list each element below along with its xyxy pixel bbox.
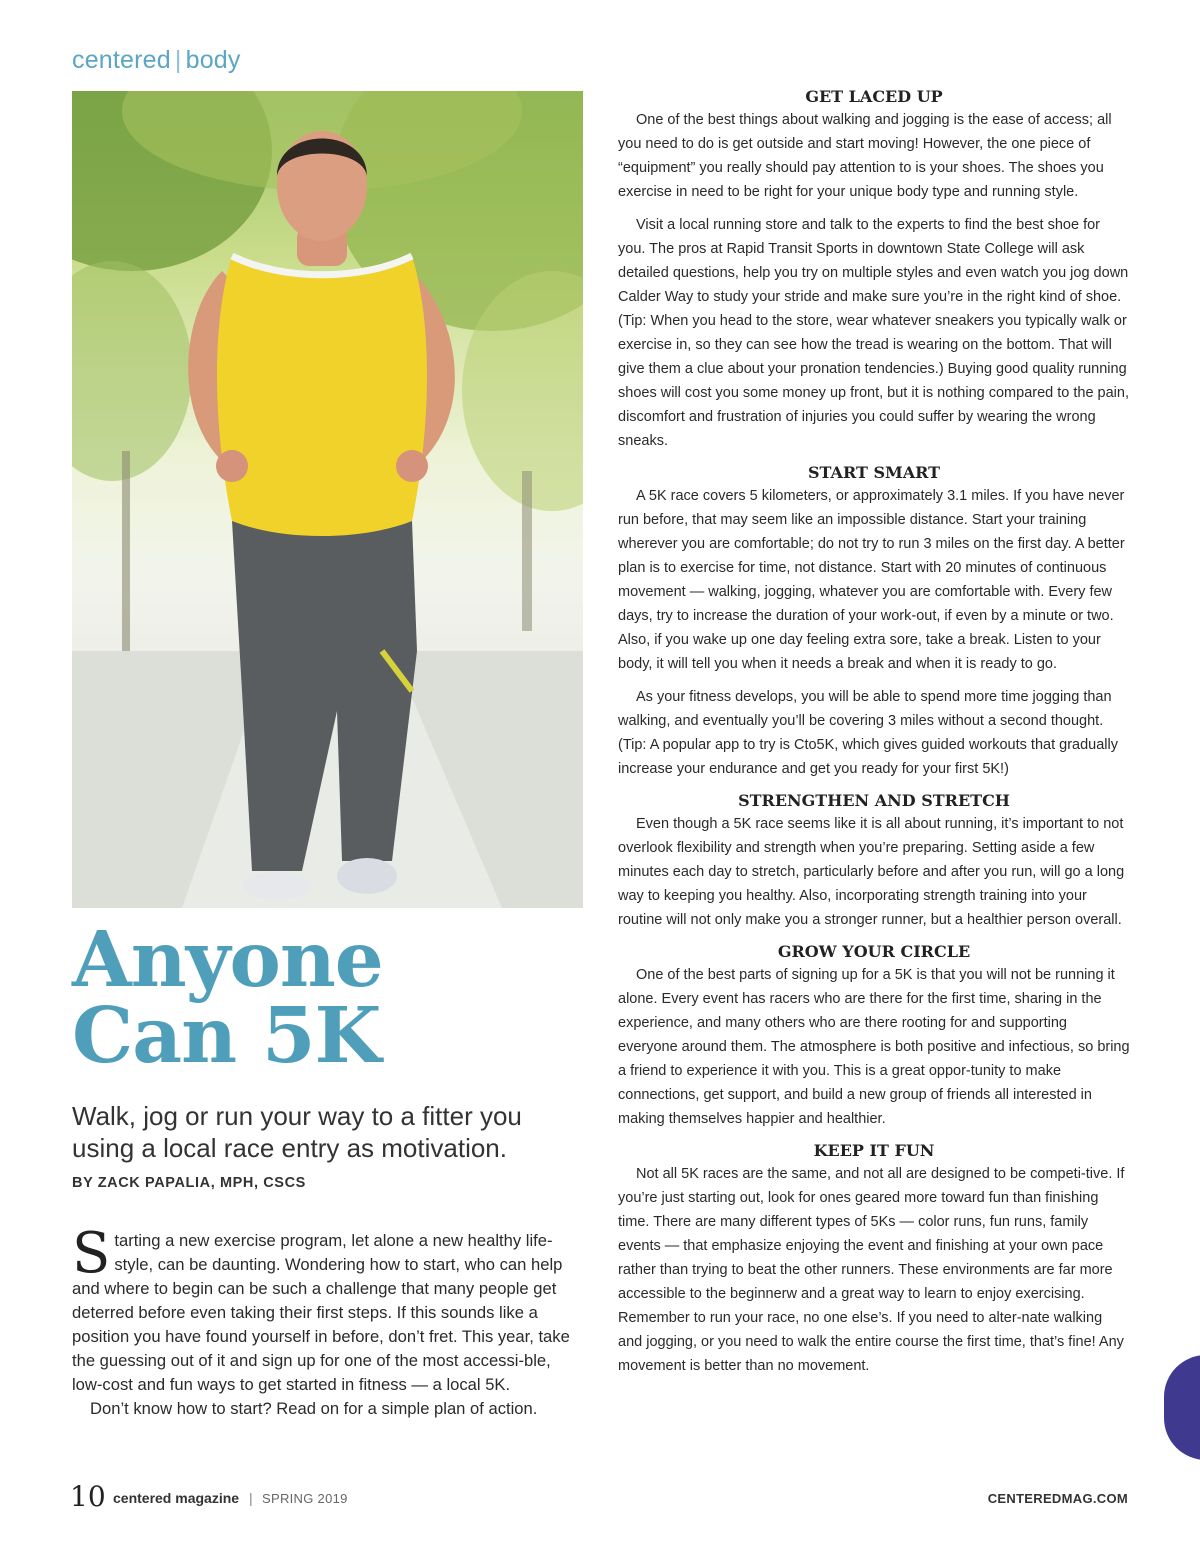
section-heading-grow-your-circle: GROW YOUR CIRCLE (777, 942, 971, 961)
section-name: centered (72, 46, 171, 74)
body-paragraph: A 5K race covers 5 kilometers, or approximately 3.1 miles. If you have never run before, that may seem like an impossible distance. Start your training wherever you are comfortable; do not try to run 3 miles on the first day. A better plan is to exercise for time, not distance. Start with 20 minutes of continuous movement — walking, jogging, whatever you are comfortable with. Every few days, try to increase the duration of your work-out, if even by a minute or two. Also, if you wake up one day feeling extra sore, take a break. Listen to your body, it will tell you when it needs a break and when it is ready to go. (618, 488, 1125, 672)
drop-cap: S (72, 1221, 111, 1286)
section-heading-get-laced-up: GET LACED UP (805, 87, 943, 106)
section-separator: | (174, 46, 182, 74)
page-number: 10 (70, 1480, 106, 1513)
section-heading-keep-it-fun: KEEP IT FUN (813, 1141, 935, 1160)
body-paragraph: One of the best parts of signing up for a 5K is that you will not be running it alone. Every event has racers who are there for the first time, sharing in the experience, and many others who are there rooting for and supporting everyone around them. The atmosphere is both positive and infectious, so bring a friend to experience it with you. This is a great oppor-tunity to make connections, get support, and build a new group of friends all interested in making themselves happier and healthier. (618, 967, 1130, 1127)
article-deck (72, 1100, 592, 1164)
issue-date: SPRING 2019 (262, 1491, 348, 1506)
deck-line-1: Walk, jog or run your way to a fitter you (72, 1101, 522, 1131)
byline: BY ZACK PAPALIA, MPH, CSCS (72, 1175, 306, 1191)
article-body-column (618, 86, 1130, 1384)
headline-line-1: Anyone (72, 915, 383, 1005)
footer-divider: | (249, 1490, 253, 1506)
intro-text-1: tarting a new exercise program, let alone a new healthy life-style, can be daunting. Wondering how to start, who can help and where to begin can be such a challenge that many people get deterred before even taking their first steps. If this sounds like a position you have found yourself in before, don’t fret. This year, take the guessing out of it and sign up for one of the most accessi-ble, low-cost and fun ways to get started in fitness — a local 5K. (72, 1231, 570, 1394)
body-paragraph: One of the best things about walking and jogging is the ease of access; all you need to do is get outside and start moving! However, the one piece of “equipment” you really should pay attention to is your shoes. The shoes you exercise in need to be right for your unique body type and running style. (618, 112, 1112, 200)
magazine-name: centered magazine (113, 1490, 240, 1506)
body-paragraph: Not all 5K races are the same, and not all are designed to be competi-tive. If you’re just starting out, look for ones geared more toward fun than finishing time. There are many different types of 5Ks — color runs, fun runs, family events — that emphasize enjoying the event and finishing at your own pace rather than trying to beat the other runners. These environments are far more accessible to the beginnerw and a great way to learn to enjoy exercising. Remember to run your race, no one else’s. If you need to alter-nate walking and jogging, or you need to walk the entire course the first time, that’s fine! Any movement is better than no movement. (618, 1166, 1125, 1374)
section-heading-strengthen-and-stretch: STRENGTHEN AND STRETCH (738, 791, 1010, 810)
article-intro (72, 1221, 584, 1421)
deck-line-2: using a local race entry as motivation. (72, 1133, 507, 1163)
page-edge-tab (1164, 1355, 1200, 1460)
article-headline (72, 915, 592, 1081)
section-label (72, 46, 241, 75)
section-heading-start-smart: START SMART (807, 463, 941, 482)
runner-illustration (72, 91, 583, 908)
body-paragraph: Even though a 5K race seems like it is all about running, it’s important to not overlook flexibility and strength when you’re preparing. Setting aside a few minutes each day to stretch, particularly before and after you run, will go a long way to keeping you healthy. Also, incorporating strength training into your routine will not only make you a stronger runner, but a healthier person overall. (618, 816, 1125, 928)
body-paragraph: Visit a local running store and talk to the experts to find the best shoe for you. The pros at Rapid Transit Sports in downtown State College will ask detailed questions, help you try on multiple styles and even watch you jog down Calder Way to study your stride and make sure you’re in the right kind of shoe. (Tip: When you head to the store, wear whatever sneakers you typically walk or exercise in, so they can see how the tread is wearing on the bottom. That will give them a clue about your pronation tendencies.) Buying good quality running shoes will cost you some money up front, but it is nothing compared to the pain, discomfort and frustration of injuries you could suffer by wearing the wrong sneaks. (618, 217, 1129, 449)
intro-paragraph-1 (72, 1221, 584, 1397)
intro-paragraph-2: Don’t know how to start? Read on for a simple plan of action. (90, 1399, 538, 1418)
runner-photo (72, 91, 583, 908)
website-link[interactable]: CENTEREDMAG.COM (987, 1491, 1128, 1506)
subsection-name: body (185, 46, 241, 74)
body-paragraph: As your fitness develops, you will be able to spend more time jogging than walking, and eventually you’ll be covering 3 miles without a second thought. (Tip: A popular app to try is Cto5K, which gives guided workouts that gradually increase your endurance and get you ready for your first 5K!) (618, 689, 1118, 777)
headline-line-2: Can 5K (72, 991, 381, 1081)
